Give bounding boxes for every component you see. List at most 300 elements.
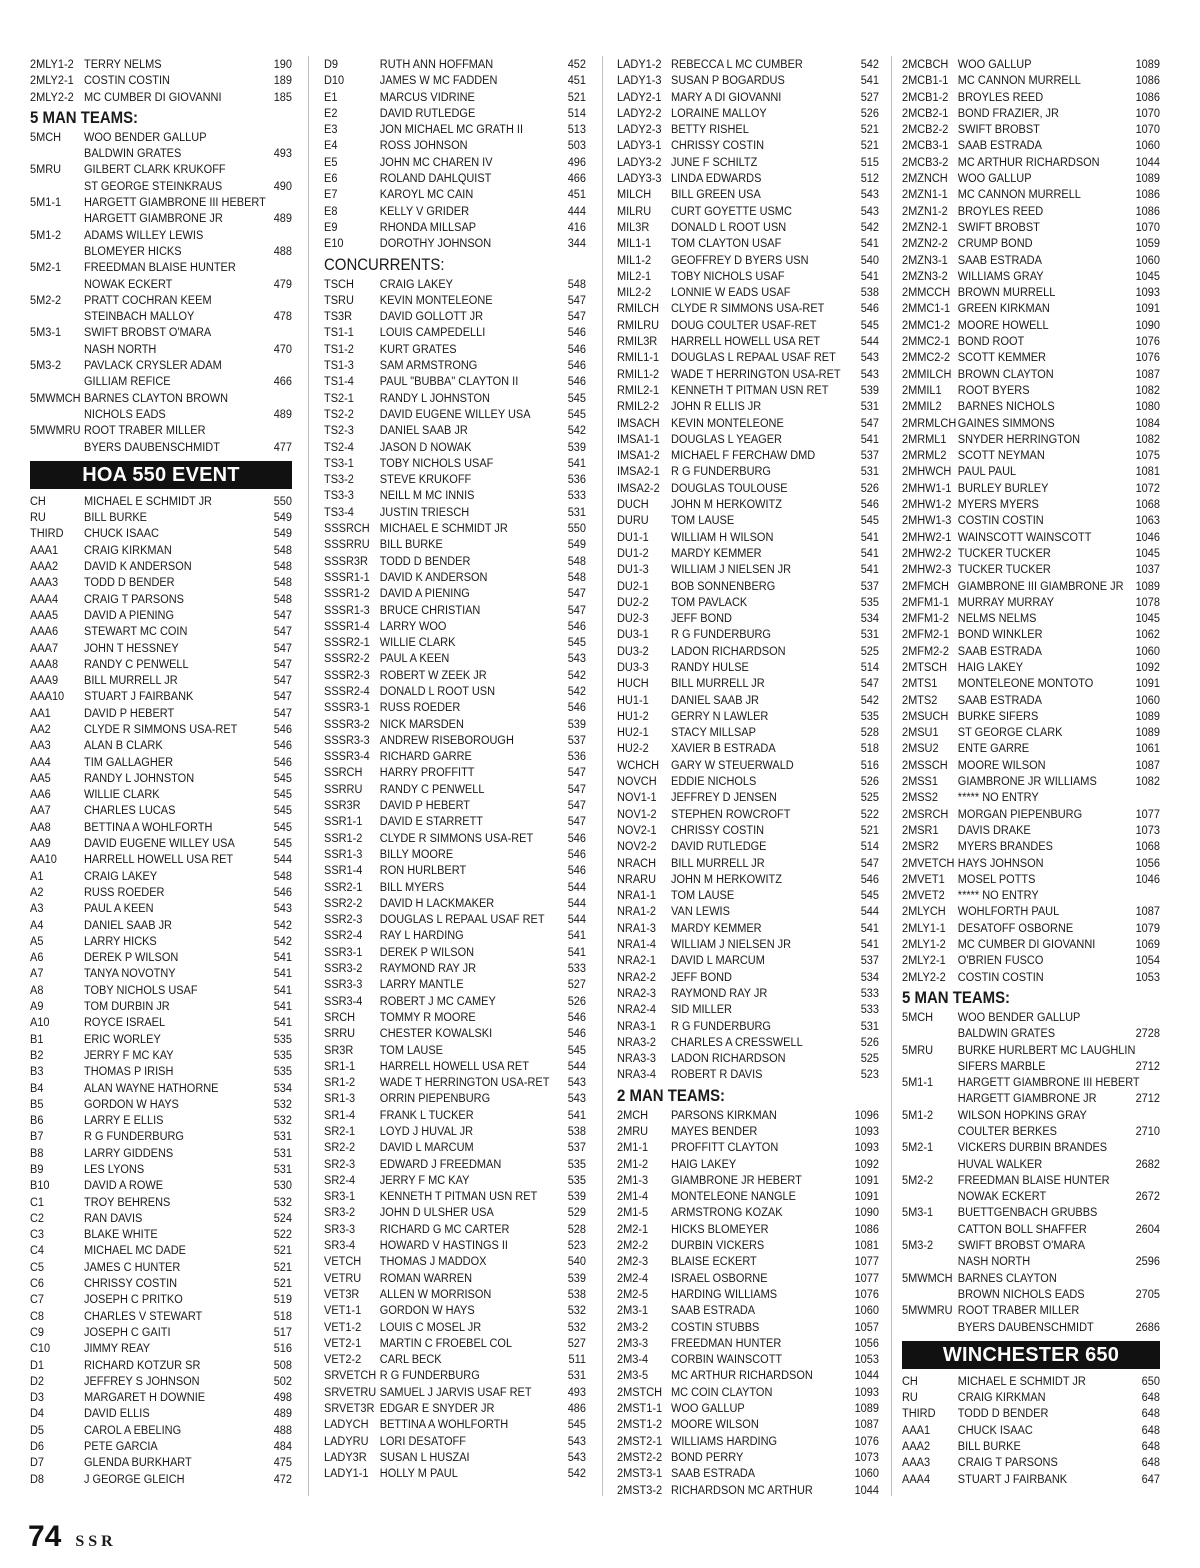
class-code: RU (902, 1390, 918, 1405)
result-row (617, 268, 879, 284)
shooter-name: HAIG LAKEY (671, 1156, 737, 1171)
result-row (30, 1177, 292, 1193)
shooter-name: JEFF BOND (671, 969, 732, 984)
score: 546 (567, 325, 586, 340)
score: 484 (273, 1439, 292, 1454)
class-code: B9 (30, 1162, 44, 1176)
score: 532 (567, 1319, 586, 1334)
result-row (902, 431, 1160, 447)
score: 532 (273, 1194, 292, 1209)
class-code: 2MCBCH (902, 57, 949, 71)
shooter-name: ROBERT R DAVIS (671, 1067, 763, 1082)
score: 522 (860, 806, 879, 821)
score: 648 (1141, 1390, 1160, 1405)
result-row-continuation (30, 308, 292, 324)
score: 516 (860, 757, 879, 772)
class-code: RMILCH (617, 301, 660, 316)
result-row (902, 480, 1160, 496)
class-code: SSSR3-1 (324, 700, 370, 715)
score: 531 (860, 627, 879, 642)
class-code: DU1-2 (617, 545, 649, 560)
score: 518 (860, 741, 879, 756)
score: 546 (860, 301, 879, 316)
shooter-name: DAVID RUTLEDGE (671, 839, 767, 854)
class-code: TS2-4 (324, 439, 354, 454)
score: 548 (273, 591, 292, 606)
shooter-name: JOHN MC CHAREN IV (379, 154, 493, 169)
score: 545 (860, 317, 879, 332)
shooter-name: NICK MARSDEN (379, 716, 464, 731)
class-code: SSR3-3 (324, 977, 363, 992)
score: 538 (860, 285, 879, 300)
result-row (30, 1096, 292, 1112)
result-row (30, 1014, 292, 1030)
shooter-name: BROYLES REED (957, 203, 1044, 218)
result-row (902, 137, 1160, 153)
result-row (617, 887, 879, 903)
result-row (30, 1308, 292, 1324)
class-code: 2MCH (617, 1107, 649, 1122)
shooter-name: PAUL A KEEN (84, 901, 154, 916)
result-row (902, 920, 1160, 936)
shooter-name: RHONDA MILLSAP (379, 219, 477, 234)
score: 535 (273, 1064, 292, 1079)
result-row (902, 72, 1160, 88)
class-code: SSR2-3 (324, 912, 363, 927)
shooter-name: SWIFT BROBST (957, 122, 1040, 137)
score: 1053 (854, 1352, 879, 1367)
class-code: 5MRU (902, 1042, 934, 1057)
shooter-name: EDWARD J FREEDMAN (379, 1156, 502, 1171)
result-row (617, 333, 879, 349)
result-row (617, 545, 879, 561)
result-row (902, 333, 1160, 349)
score: 538 (567, 1286, 586, 1301)
shooter-name: MONTELEONE MONTOTO (957, 676, 1094, 691)
shooter-name: RAN DAVIS (84, 1210, 143, 1225)
score: 528 (860, 725, 879, 740)
shooter-name: R G FUNDERBURG (671, 464, 771, 479)
score: 1069 (1135, 937, 1160, 952)
class-code: 2MSU1 (902, 725, 939, 740)
score: 1077 (854, 1270, 879, 1285)
score: 1076 (1135, 350, 1160, 365)
score: 532 (273, 1096, 292, 1111)
shooter-name: RANDY C PENWELL (379, 781, 485, 796)
score: 533 (860, 1002, 879, 1017)
class-code: 2M3-2 (617, 1319, 649, 1334)
shooter-name: HUVAL WALKER (957, 1156, 1043, 1171)
score: 544 (567, 895, 586, 910)
result-row (30, 998, 292, 1014)
shooter-name: BILL BURKE (379, 537, 443, 552)
result-row (617, 1416, 879, 1432)
shooter-name: GILLIAM REFICE (84, 374, 171, 389)
score: 1089 (1135, 708, 1160, 723)
shooter-name: ROBERT J MC CAMEY (379, 993, 496, 1008)
shooter-name: TROY BEHRENS (84, 1194, 171, 1209)
shooter-name: DANIEL SAAB JR (84, 917, 172, 932)
score: 519 (273, 1292, 292, 1307)
shooter-name: RAYMOND RAY JR (671, 985, 768, 1000)
result-row (902, 496, 1160, 512)
score: 548 (273, 542, 292, 557)
result-row (617, 480, 879, 496)
class-code: 2MRML2 (902, 448, 947, 463)
class-code: VETCH (324, 1254, 362, 1269)
class-code: B4 (30, 1080, 44, 1095)
score: 521 (860, 822, 879, 837)
shooter-name: HARRELL HOWELL USA RET (379, 1058, 529, 1073)
class-code: SSSR2-3 (324, 667, 370, 682)
class-code: RMIL3R (617, 334, 658, 349)
result-row (617, 724, 879, 740)
class-code: SSR1-2 (324, 830, 363, 845)
result-row (902, 284, 1160, 300)
result-row-continuation (30, 178, 292, 194)
score: 1087 (1135, 757, 1160, 772)
shooter-name: BARNES CLAYTON (957, 1270, 1057, 1285)
shooter-name: PRATT COCHRAN KEEM (84, 292, 212, 307)
score: 541 (567, 928, 586, 943)
shooter-name: NOWAK ECKERT (957, 1189, 1047, 1204)
result-row (617, 740, 879, 756)
score: 547 (567, 798, 586, 813)
result-row (324, 520, 586, 536)
shooter-name: DAVID GOLLOTT JR (379, 309, 484, 324)
shooter-name: ALLEN W MORRISON (379, 1286, 492, 1301)
shooter-name: SAAB ESTRADA (671, 1303, 756, 1318)
result-row-continuation (902, 1156, 1160, 1172)
score: 1092 (854, 1156, 879, 1171)
shooter-name: MOORE WILSON (957, 757, 1046, 772)
class-code: 2M1-3 (617, 1172, 649, 1187)
shooter-name: GIAMBRONE JR WILLIAMS (957, 774, 1097, 789)
shooter-name: CHARLES A CRESSWELL (671, 1034, 803, 1049)
result-row (617, 300, 879, 316)
result-row (324, 154, 586, 170)
shooter-name: ERIC WORLEY (84, 1031, 161, 1046)
class-code: 2MLYCH (902, 904, 946, 919)
shooter-name: MC CANNON MURRELL (957, 187, 1081, 202)
score: 1076 (854, 1286, 879, 1301)
result-row (902, 268, 1160, 284)
result-row (324, 944, 586, 960)
shooter-name: MAYES BENDER (671, 1124, 758, 1138)
class-code: A5 (30, 933, 44, 948)
shooter-name: ADAMS WILLEY LEWIS (84, 227, 204, 242)
section-heading: 5 MAN TEAMS: (902, 987, 1011, 1007)
score: 1081 (1135, 464, 1160, 479)
class-code: MIL1-1 (617, 236, 652, 251)
result-row (324, 1416, 586, 1432)
result-row (617, 1367, 879, 1383)
class-code: C10 (30, 1341, 51, 1356)
shooter-name: MC ARTHUR RICHARDSON (671, 1368, 813, 1383)
shooter-name: DOUGLAS TOULOUSE (671, 480, 788, 495)
shooter-name: DAVID ELLIS (84, 1406, 150, 1421)
result-row (617, 56, 879, 72)
class-code: SSSR1-4 (324, 618, 370, 633)
class-code: THIRD (30, 526, 64, 541)
result-row (902, 757, 1160, 773)
result-row (324, 1253, 586, 1269)
score: 546 (567, 374, 586, 389)
shooter-name: BILL MYERS (379, 879, 445, 894)
class-code: E3 (324, 122, 338, 137)
shooter-name: DAVID A PIENING (84, 607, 175, 622)
result-row (30, 89, 292, 105)
class-code: 2MCB1-1 (902, 73, 949, 88)
class-code: 2MFMCH (902, 578, 949, 593)
score: 650 (1141, 1373, 1160, 1388)
result-row (324, 699, 586, 715)
score: 547 (273, 640, 292, 655)
class-code: AA6 (30, 787, 51, 802)
result-row (30, 607, 292, 623)
result-row (30, 1047, 292, 1063)
shooter-name: DEREK P WILSON (84, 950, 179, 965)
result-row (324, 504, 586, 520)
shooter-name: JOHN M HERKOWITZ (671, 497, 782, 512)
result-row (324, 1009, 586, 1025)
score: 1086 (1135, 187, 1160, 202)
result-row (617, 838, 879, 854)
shooter-name: WILLIAMS GRAY (957, 268, 1044, 283)
shooter-name: BLAKE WHITE (84, 1227, 158, 1242)
shooter-name: CRAIG T PARSONS (957, 1455, 1058, 1470)
score: 541 (860, 920, 879, 935)
result-row (324, 1270, 586, 1286)
result-row (324, 308, 586, 324)
class-code: 2MSU2 (902, 741, 939, 756)
score: 493 (567, 1384, 586, 1399)
result-row (30, 1454, 292, 1470)
shooter-name: CHRISSY COSTIN (671, 822, 765, 837)
shooter-name: COULTER BERKES (957, 1124, 1057, 1138)
class-code: VET1-1 (324, 1303, 362, 1318)
result-row (617, 1465, 879, 1481)
result-row (617, 920, 879, 936)
class-code: 2MMILCH (902, 366, 952, 381)
class-code: A1 (30, 868, 44, 883)
score: 544 (860, 904, 879, 919)
class-code: NOV2-1 (617, 822, 657, 837)
class-code: 5M1-2 (30, 227, 62, 242)
class-code: AAA3 (902, 1455, 931, 1470)
shooter-name: GORDON W HAYS (84, 1096, 179, 1111)
result-row (324, 72, 586, 88)
score: 1068 (1135, 839, 1160, 854)
shooter-name: CHUCK ISAAC (84, 526, 159, 541)
class-code: SRCH (324, 1009, 356, 1024)
class-code: AAA7 (30, 640, 59, 655)
result-row (617, 1400, 879, 1416)
class-code: 2MMCCH (902, 285, 951, 300)
shooter-name: TUCKER TUCKER (957, 562, 1051, 577)
class-code: 2MCB3-2 (902, 154, 949, 169)
class-code: SSSR3-2 (324, 716, 370, 731)
result-row (617, 773, 879, 789)
score: 545 (273, 803, 292, 818)
result-row-continuation (30, 276, 292, 292)
shooter-name: TOM LAUSE (671, 888, 735, 903)
result-row-continuation (902, 1221, 1160, 1237)
result-row (30, 965, 292, 981)
score: 541 (567, 455, 586, 470)
result-row (30, 737, 292, 753)
shooter-name: ANDREW RISEBOROUGH (379, 732, 514, 747)
score: 531 (567, 1368, 586, 1383)
shooter-name: ROLAND DAHLQUIST (379, 171, 492, 186)
result-row (30, 1063, 292, 1079)
result-row (902, 1237, 1160, 1253)
column-divider (308, 56, 309, 1496)
score: 546 (567, 846, 586, 861)
score: 1082 (1135, 774, 1160, 789)
shooter-name: RANDY L JOHNSTON (84, 770, 195, 785)
shooter-name: MYERS MYERS (957, 497, 1039, 512)
shooter-name: SAAB ESTRADA (671, 1466, 756, 1481)
class-code: SRVETCH (324, 1368, 377, 1383)
score: 1063 (1135, 513, 1160, 528)
result-row (30, 1080, 292, 1096)
shooter-name: CHARLES LUCAS (84, 803, 176, 818)
score: 1080 (1135, 399, 1160, 414)
score: 512 (860, 171, 879, 186)
score: 451 (567, 187, 586, 202)
magazine-name: SSR (75, 1533, 117, 1550)
result-row (324, 960, 586, 976)
class-code: SR3-4 (324, 1238, 356, 1253)
result-row (902, 56, 1160, 72)
score: 1089 (1135, 578, 1160, 593)
shooter-name: GARY W STEUERWALD (671, 757, 794, 772)
score: 532 (567, 1303, 586, 1318)
class-code: HU2-2 (617, 741, 649, 756)
shooter-name: NICHOLS EADS (84, 406, 166, 421)
class-code: 2MSR1 (902, 822, 939, 837)
shooter-name: TODD D BENDER (379, 553, 471, 568)
score: 546 (273, 738, 292, 753)
class-code: 2MTSCH (902, 659, 948, 674)
score: 547 (860, 855, 879, 870)
class-code: 2MLY2-2 (30, 89, 74, 104)
score: 547 (567, 586, 586, 601)
result-row-continuation (30, 145, 292, 161)
result-row (30, 868, 292, 884)
result-row (902, 578, 1160, 594)
class-code: SRVETRU (324, 1384, 377, 1399)
shooter-name: WOHLFORTH PAUL (957, 904, 1060, 919)
score: 541 (860, 73, 879, 88)
result-row (617, 186, 879, 202)
class-code: B10 (30, 1178, 50, 1193)
class-code: LADY3-3 (617, 171, 662, 186)
shooter-name: HAIG LAKEY (957, 659, 1024, 674)
class-code: AAA10 (30, 689, 65, 704)
score: 523 (567, 1238, 586, 1253)
score: 488 (273, 1422, 292, 1437)
shooter-name: RANDY L JOHNSTON (379, 390, 490, 405)
class-code: TS1-4 (324, 374, 354, 389)
shooter-name: BOND FRAZIER, JR (957, 105, 1059, 120)
class-code: 2MFM2-2 (902, 643, 949, 658)
score: 547 (567, 602, 586, 617)
shooter-name: BYERS DAUBENSCHMIDT (84, 439, 220, 454)
score: 452 (567, 57, 586, 71)
class-code: SSR3-1 (324, 944, 363, 959)
shooter-name: WILLIAMS HARDING (671, 1433, 778, 1448)
class-code: 5M3-2 (902, 1238, 934, 1253)
shooter-name: JIMMY REAY (84, 1341, 151, 1356)
score: 537 (860, 448, 879, 463)
shooter-name: LARRY MANTLE (379, 977, 464, 992)
class-code: 2MRMLCH (902, 415, 957, 430)
shooter-name: DAVID P HEBERT (84, 705, 175, 720)
result-row (324, 1123, 586, 1139)
result-row (30, 705, 292, 721)
shooter-name: DAVIS DRAKE (957, 822, 1031, 837)
class-code: SSSR1-3 (324, 602, 370, 617)
shooter-name: HOWARD V HASTINGS II (379, 1238, 508, 1253)
class-code: 2MVET1 (902, 871, 945, 886)
score: 525 (860, 790, 879, 805)
result-row (30, 1340, 292, 1356)
shooter-name: JOSEPH C PRITKO (84, 1292, 183, 1307)
score: 514 (567, 105, 586, 120)
shooter-name: RICHARD GARRE (379, 749, 472, 764)
class-code: SRRU (324, 1026, 356, 1041)
class-code: HU2-1 (617, 725, 649, 740)
class-code: 2MST3-1 (617, 1466, 663, 1481)
shooter-name: COSTIN COSTIN (957, 513, 1044, 528)
score: 189 (273, 73, 292, 88)
class-code: SR2-2 (324, 1140, 356, 1155)
class-code: 2MHW1-1 (902, 480, 952, 495)
score: 548 (567, 553, 586, 568)
result-row (902, 105, 1160, 121)
class-code: SR2-4 (324, 1172, 356, 1187)
result-row (617, 463, 879, 479)
class-code: AA5 (30, 770, 51, 785)
score: 1046 (1135, 871, 1160, 886)
class-code: TS1-3 (324, 358, 354, 373)
score: 547 (273, 705, 292, 720)
shooter-name: ROOT TRABER MILLER (957, 1303, 1080, 1318)
score: 344 (567, 236, 586, 251)
shooter-name: TERRY NELMS (84, 57, 162, 71)
shooter-name: DAVID E STARRETT (379, 814, 484, 829)
class-code: MIL2-1 (617, 268, 652, 283)
class-code: TS3-3 (324, 488, 354, 503)
shooter-name: MARCUS VIDRINE (379, 89, 475, 104)
result-row (617, 72, 879, 88)
score: 521 (273, 1276, 292, 1291)
class-code: VET1-2 (324, 1319, 362, 1334)
shooter-name: JERRY F MC KAY (84, 1047, 174, 1062)
score: 547 (273, 656, 292, 671)
result-row (324, 553, 586, 569)
result-row (30, 1031, 292, 1047)
class-code: 5M3-2 (30, 358, 62, 373)
class-code: 2MCB2-1 (902, 105, 949, 120)
score: 544 (567, 879, 586, 894)
class-code: D1 (30, 1357, 45, 1372)
class-code: SR2-3 (324, 1156, 356, 1171)
class-code: 2MZNCH (902, 171, 948, 186)
event-banner: HOA 550 EVENT (30, 461, 292, 489)
